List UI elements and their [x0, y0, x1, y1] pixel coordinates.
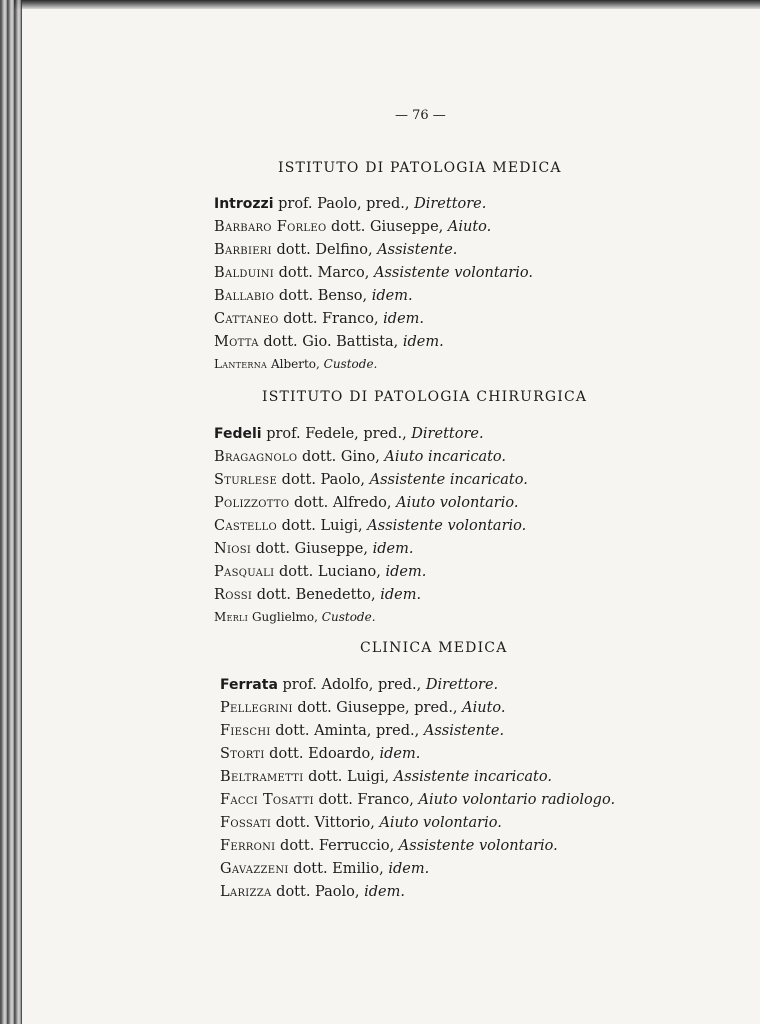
staff-entry: [214, 195, 486, 213]
staff-role: Direttore.: [411, 426, 484, 442]
staff-role: idem.: [380, 587, 422, 603]
staff-details: dott. Giuseppe,: [326, 219, 448, 235]
staff-entry: [220, 676, 498, 694]
staff-name: Niosi: [214, 541, 252, 557]
staff-entry: [214, 425, 484, 443]
staff-role: Assistente volontario.: [398, 838, 558, 854]
staff-role: Assistente volontario.: [374, 265, 533, 281]
staff-entry: [220, 837, 558, 855]
staff-entry: [214, 264, 533, 282]
staff-name: Pellegrini: [220, 700, 293, 716]
staff-entry: [214, 241, 457, 259]
staff-name: Barbieri: [214, 242, 272, 258]
staff-details: dott. Ferruccio,: [275, 838, 399, 854]
staff-role: idem.: [402, 334, 444, 350]
staff-name: Ferrata: [220, 677, 278, 693]
staff-entry: [220, 814, 502, 832]
staff-details: dott. Edoardo,: [264, 746, 380, 762]
staff-details: dott. Giuseppe,: [251, 541, 373, 557]
staff-details: Guglielmo,: [248, 610, 322, 624]
staff-details: dott. Benedetto,: [252, 587, 381, 603]
staff-name: Gavazzeni: [220, 861, 289, 877]
staff-name: Fedeli: [214, 426, 262, 442]
staff-entry: [220, 791, 615, 809]
staff-role: Aiuto incaricato.: [384, 449, 507, 465]
staff-name: Sturlese: [214, 472, 278, 488]
staff-details: dott. Gino,: [297, 449, 385, 465]
staff-name: Ferroni: [220, 838, 276, 854]
staff-role: Aiuto volontario radiologo.: [418, 792, 616, 808]
staff-details: dott. Alfredo,: [289, 495, 397, 511]
staff-role: idem.: [372, 541, 414, 557]
staff-role: Aiuto volontario.: [396, 495, 519, 511]
staff-role: idem.: [385, 564, 427, 580]
staff-role: Aiuto.: [447, 219, 492, 235]
staff-details: prof. Fedele, pred.,: [261, 426, 412, 442]
staff-role: idem.: [364, 884, 405, 900]
staff-entry: [214, 540, 413, 558]
section-heading: CLINICA MEDICA: [360, 640, 508, 656]
staff-details: prof. Paolo, pred.,: [273, 196, 415, 212]
staff-details: prof. Adolfo, pred.,: [277, 677, 426, 693]
staff-entry: [214, 310, 424, 328]
staff-entry: [214, 333, 444, 351]
staff-entry: [214, 448, 506, 466]
staff-details: dott. Marco,: [274, 265, 375, 281]
staff-role: Aiuto volontario.: [379, 815, 502, 831]
staff-details: dott. Luigi,: [303, 769, 394, 785]
staff-entry: [214, 563, 426, 581]
staff-name: Polizzotto: [214, 495, 290, 511]
staff-role: Aiuto.: [462, 700, 506, 716]
staff-name: Cattaneo: [214, 311, 279, 327]
staff-name: Introzzi: [214, 196, 274, 212]
staff-role: Assistente.: [377, 242, 458, 258]
staff-details: dott. Giuseppe, pred.,: [292, 700, 463, 716]
staff-entry: [220, 768, 552, 786]
staff-entry: [214, 517, 526, 535]
staff-details: dott. Paolo,: [277, 472, 370, 488]
staff-entry: [220, 745, 420, 763]
staff-role: Direttore.: [425, 677, 499, 693]
staff-name: Beltrametti: [220, 769, 304, 785]
staff-name: Balduini: [214, 265, 275, 281]
staff-name: Bragagnolo: [214, 449, 298, 465]
staff-name: Storti: [220, 746, 265, 762]
staff-role: Custode.: [323, 357, 378, 371]
staff-name: Merli: [214, 610, 249, 624]
staff-role: idem.: [383, 311, 425, 327]
staff-entry: [214, 218, 491, 236]
staff-name: Pasquali: [214, 564, 275, 580]
staff-role: idem.: [379, 746, 421, 762]
section-heading: ISTITUTO DI PATOLOGIA CHIRURGICA: [262, 389, 588, 405]
staff-details: dott. Delfino,: [271, 242, 378, 258]
staff-role: Assistente.: [423, 723, 505, 739]
staff-details: dott. Luigi,: [277, 518, 368, 534]
staff-details: Alberto,: [267, 357, 324, 371]
staff-details: dott. Paolo,: [271, 884, 365, 900]
scan-binding-edge: [0, 0, 22, 1024]
staff-name: Fossati: [220, 815, 272, 831]
staff-name: Fieschi: [220, 723, 271, 739]
staff-name: Castello: [214, 518, 278, 534]
staff-entry: [214, 494, 518, 512]
staff-name: Motta: [214, 334, 259, 350]
staff-role: idem.: [388, 861, 430, 877]
staff-details: dott. Gio. Battista,: [258, 334, 403, 350]
staff-entry: [220, 699, 506, 717]
staff-entry: [214, 608, 376, 626]
staff-entry: [220, 860, 429, 878]
staff-role: idem.: [371, 288, 413, 304]
staff-role: Assistente volontario.: [367, 518, 527, 534]
staff-entry: [220, 722, 504, 740]
staff-details: dott. Franco,: [278, 311, 384, 327]
staff-entry: [214, 586, 421, 604]
staff-details: dott. Vittorio,: [271, 815, 380, 831]
staff-entry: [214, 355, 377, 373]
staff-role: Assistente incaricato.: [393, 769, 552, 785]
staff-entry: [214, 287, 413, 305]
staff-entry: [214, 471, 528, 489]
scan-top-edge: [14, 0, 760, 9]
staff-details: dott. Franco,: [313, 792, 419, 808]
staff-details: dott. Luciano,: [274, 564, 386, 580]
section-heading: ISTITUTO DI PATOLOGIA MEDICA: [278, 160, 562, 176]
staff-name: Lanterna: [214, 357, 268, 371]
staff-details: dott. Emilio,: [288, 861, 389, 877]
staff-details: dott. Aminta, pred.,: [270, 723, 424, 739]
staff-details: dott. Benso,: [274, 288, 372, 304]
staff-name: Larizza: [220, 884, 272, 900]
staff-name: Barbaro Forleo: [214, 219, 327, 235]
staff-name: Facci Tosatti: [220, 792, 314, 808]
staff-name: Ballabio: [214, 288, 275, 304]
staff-role: Assistente incaricato.: [369, 472, 528, 488]
staff-entry: [220, 883, 405, 901]
staff-role: Custode.: [321, 610, 376, 624]
page-number: — 76 —: [395, 108, 446, 123]
staff-name: Rossi: [214, 587, 253, 603]
staff-role: Direttore.: [414, 196, 487, 212]
